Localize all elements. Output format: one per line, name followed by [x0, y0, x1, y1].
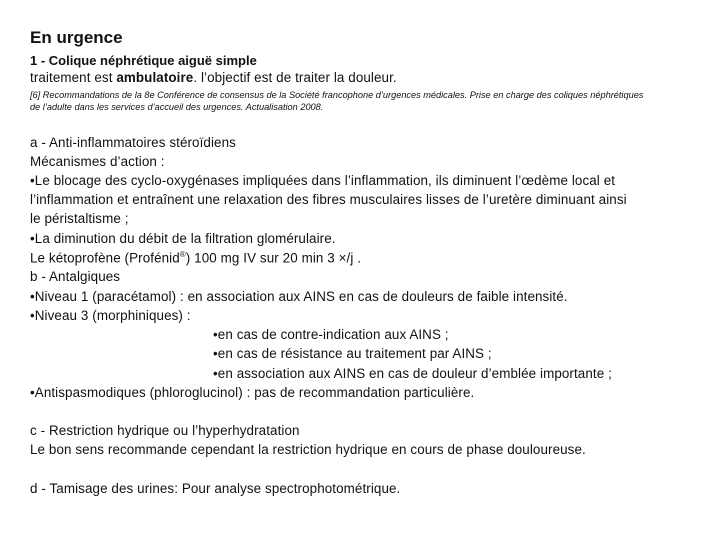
level-1: •Niveau 1 (paracétamol) : en association aux AINS en cas de douleurs de faible intensité. — [30, 289, 568, 304]
registered-mark: ® — [179, 250, 186, 259]
bullet-1-line-1: •Le blocage des cyclo-oxygénases impliquées dans l’inflammation, ils diminuent l’œdème local et — [30, 173, 616, 188]
reference-line-2: de l’adulte dans les services d’accueil des urgences. Actualisation 2008. — [30, 102, 324, 112]
level-3: •Niveau 3 (morphiniques) : — [30, 308, 191, 323]
section-b-title: b - Antalgiques — [30, 269, 121, 284]
bullet-1-line-3: le péristaltisme ; — [30, 211, 129, 226]
section-c-title: c - Restriction hydrique ou l’hyperhydratation — [30, 423, 300, 438]
section-subtitle: 1 - Colique néphrétique aiguë simple — [30, 53, 257, 68]
level-3-item-3: •en association aux AINS en cas de douleur d’emblée importante ; — [213, 366, 612, 381]
intro-text-post: . l’objectif est de traiter la douleur. — [193, 70, 397, 85]
antispasmodic-line: •Antispasmodiques (phloroglucinol) : pas de recommandation particulière. — [30, 385, 475, 400]
mechanisms-label: Mécanismes d’action : — [30, 154, 165, 169]
bullet-1-line-2: l’inflammation et entraînent une relaxation des fibres musculaires lisses de l’uretère diminuant ainsi — [30, 192, 627, 207]
section-a-title: a - Anti-inflammatoires stéroïdiens — [30, 135, 236, 150]
bullet-2: •La diminution du débit de la filtration glomérulaire. — [30, 231, 336, 246]
intro-text-strong: ambulatoire — [116, 70, 194, 85]
section-c-text: Le bon sens recommande cependant la restriction hydrique en cours de phase douloureuse. — [30, 442, 586, 457]
level-3-item-1: •en cas de contre-indication aux AINS ; — [213, 327, 449, 342]
page-title: En urgence — [30, 28, 123, 47]
section-d-text: d - Tamisage des urines: Pour analyse spectrophotométrique. — [30, 481, 401, 496]
dose-line — [30, 250, 361, 265]
intro-line — [30, 70, 397, 85]
intro-text-pre: traitement est — [30, 70, 117, 85]
dose-text-pre: Le kétoprofène (Profénid — [30, 250, 180, 266]
dose-text-post: ) 100 mg IV sur 20 min 3 ×/j . — [185, 250, 362, 266]
reference-line-1: [6] Recommandations de la 8e Conférence de consensus de la Société francophone d’urgences médicales. Prise en charge des coliques néphrétiques — [30, 90, 644, 100]
level-3-item-2: •en cas de résistance au traitement par AINS ; — [213, 346, 492, 361]
